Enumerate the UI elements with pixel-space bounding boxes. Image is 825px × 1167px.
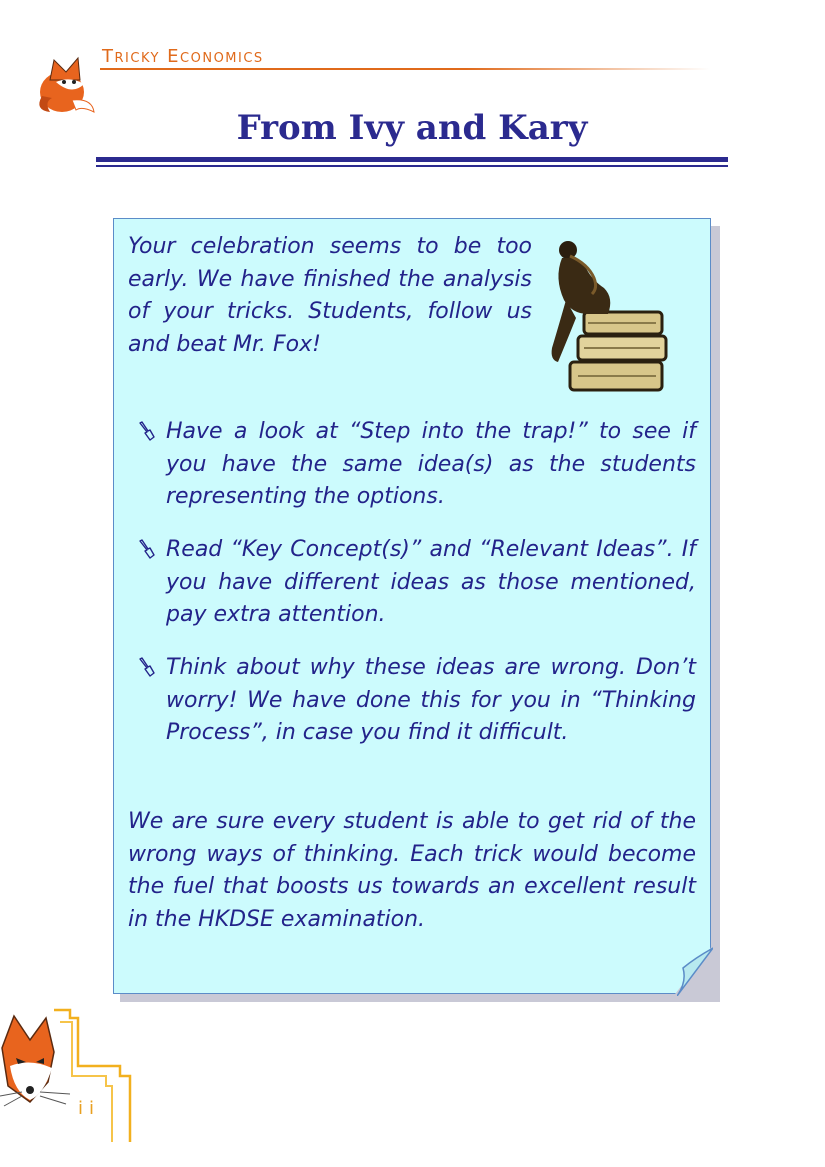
bullet-text: Think about why these ideas are wrong. Don’t worry! We have done this for you in “Thinking Process”, in case you find it difficult.: [166, 655, 696, 745]
fox-face-icon: [0, 1012, 72, 1120]
bullet-text: Have a look at “Step into the trap!” to see if you have the same idea(s) as the students representing the options.: [166, 419, 696, 509]
list-item: [130, 652, 696, 750]
intro-paragraph: Your celebration seems to be too early. We have finished the analysis of your tricks. Students, follow us and beat Mr. Fox!: [128, 234, 532, 357]
fox-mascot-icon: [32, 40, 102, 116]
page-number: ii: [78, 1098, 101, 1119]
page-title: From Ivy and Kary: [236, 108, 588, 148]
header-rule: [100, 68, 710, 70]
title-rule: [96, 157, 728, 162]
bullet-text: Read “Key Concept(s)” and “Relevant Ideas”. If you have different ideas as those mentioned, pay extra attention.: [166, 537, 696, 627]
closing-paragraph: We are sure every student is able to get rid of the wrong ways of thinking. Each trick would become the fuel that boosts us towards an excellent result in the HKDSE examination.: [128, 809, 696, 932]
list-item: [130, 416, 696, 514]
list-item: [130, 534, 696, 632]
title-rule-thin: [96, 165, 728, 167]
thinker-on-books-icon: [548, 238, 672, 396]
pointing-hand-icon: [130, 420, 166, 444]
page-curl-icon: [677, 946, 713, 996]
pointing-hand-icon: [130, 656, 166, 680]
pointing-hand-icon: [130, 538, 166, 562]
series-title: Tricky Economics: [102, 46, 264, 67]
